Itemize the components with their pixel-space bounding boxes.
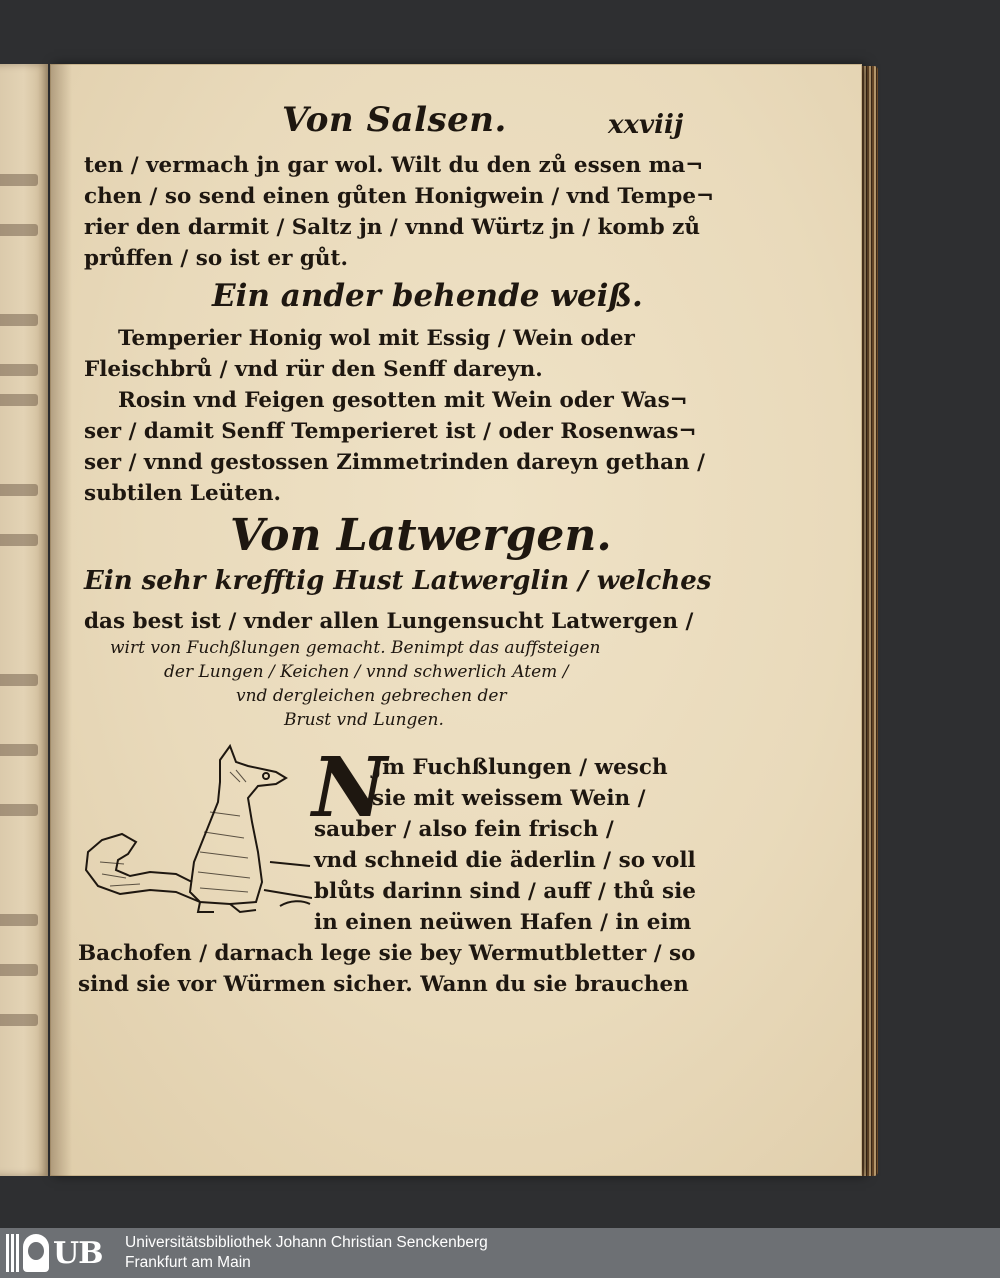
library-logo [6,1232,114,1274]
running-title: Von Salsen. [282,100,507,140]
text-line: průffen / so ist er gůt. [84,246,348,271]
text-line: Bachofen / darnach lege sie bey Wermutbletter / so [78,941,696,966]
text-line: blůts darinn sind / auff / thů sie [314,879,696,904]
text-line: sind sie vor Würmen sicher. Wann du sie brauchen [78,972,689,997]
recipe-title-line: das best ist / vnder allen Lungensucht Latwergen / [84,609,694,634]
text-line: sauber / also fein frisch / [314,817,614,842]
logo-bars-icon [6,1234,19,1272]
section-heading: Von Latwergen. [230,510,612,561]
text-line: ser / damit Senff Temperieret ist / oder Rosenwas¬ [84,419,697,444]
subheading: Ein ander behende weiß. [212,278,643,314]
text-line: in einen neüwen Hafen / in eim [314,910,692,935]
library-footer [0,1228,1000,1278]
recipe-title-line: wirt von Fuchßlungen gemacht. Benimpt das auffsteigen [110,638,601,658]
decorated-initial: N [312,740,387,836]
previous-page-fragment [0,64,48,1176]
logo-text: UB [53,1235,103,1271]
text-line: sie mit weissem Wein / [372,786,646,811]
text-line: chen / so send einen gůten Honigwein / vnd Tempe¬ [84,184,715,209]
text-line: Temperier Honig wol mit Essig / Wein oder [118,326,635,351]
text-line: subtilen Leüten. [84,481,281,506]
recipe-title-line: Ein sehr krefftig Hust Latwerglin / welches [84,566,712,596]
text-line: ten / vermach jn gar wol. Wilt du den zů essen ma¬ [84,153,704,178]
recipe-title-line: der Lungen / Keichen / vnnd schwerlich Atem / [164,662,569,682]
gutter-shadow [50,64,72,1176]
logo-portrait-icon [23,1234,49,1272]
library-name: Universitätsbibliothek Johann Christian Senckenberg [125,1234,488,1251]
library-city: Frankfurt am Main [125,1254,251,1271]
recipe-title-line: vnd dergleichen gebrechen der [236,686,507,706]
text-line: rier den darmit / Saltz jn / vnnd Würtz jn / komb zů [84,215,700,240]
folio-number: xxviij [608,110,684,140]
text-line: Fleischbrů / vnd rür den Senff dareyn. [84,357,543,382]
text-line: Rosin vnd Feigen gesotten mit Wein oder Was¬ [118,388,688,413]
fox-woodcut-illustration [80,742,312,918]
text-line: vnd schneid die äderlin / so voll [314,848,696,873]
recipe-title-line: Brust vnd Lungen. [284,710,444,730]
text-line: ser / vnnd gestossen Zimmetrinden dareyn gethan / [84,450,705,475]
text-line: Jm Fuchßlungen / wesch [372,755,668,780]
